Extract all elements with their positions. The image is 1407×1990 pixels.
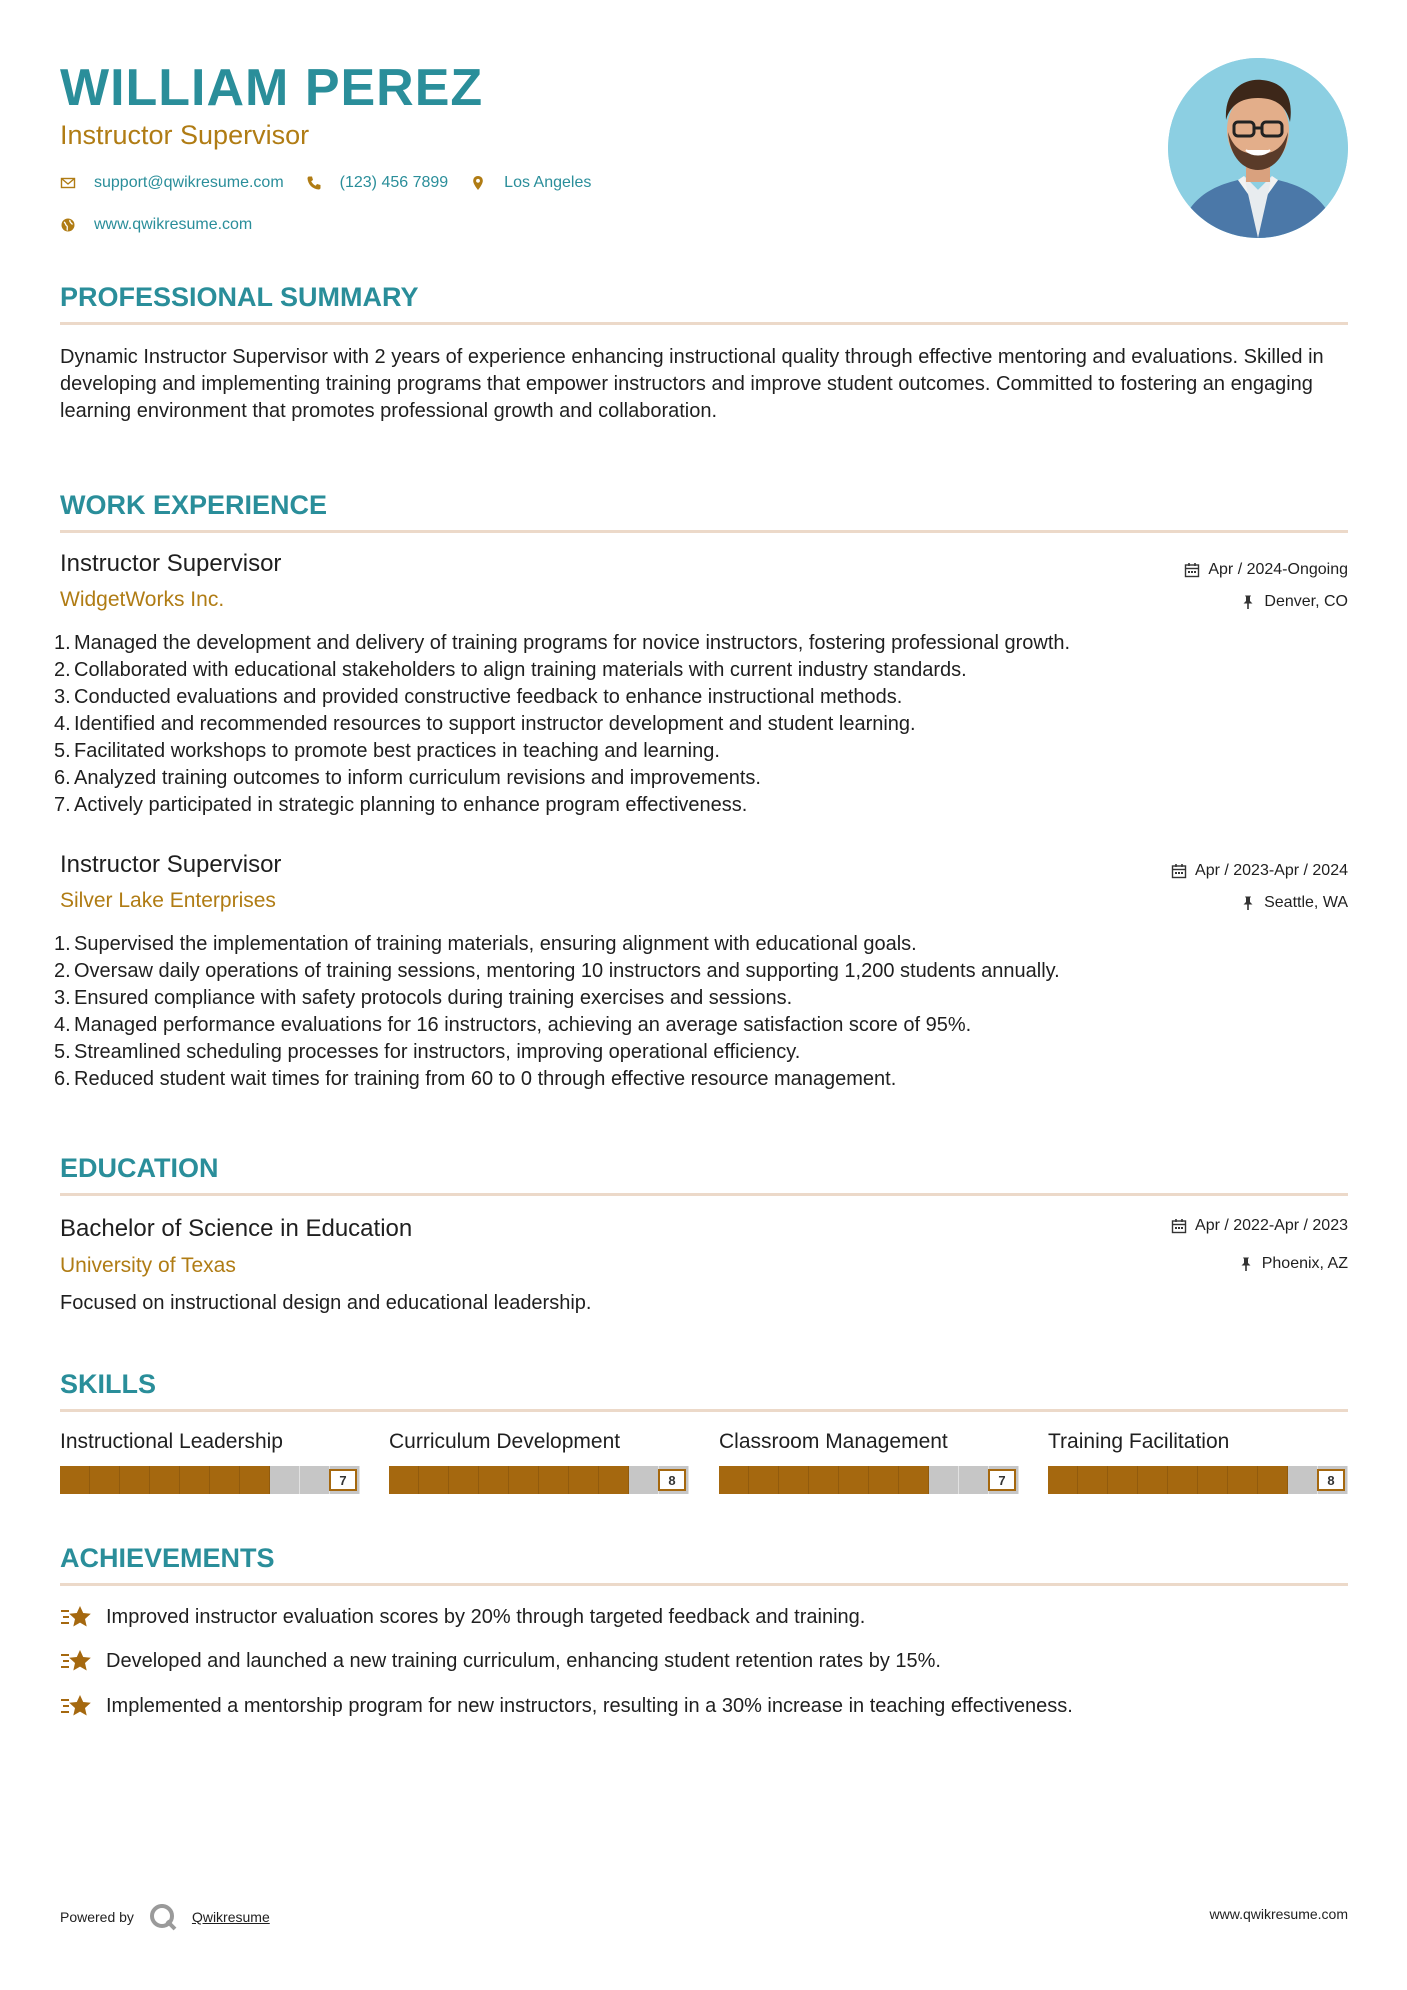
education-school: University of Texas (60, 1254, 236, 1277)
list-item: 6. Analyzed training outcomes to inform curriculum revisions and improvements. (54, 767, 761, 789)
list-item: 3. Ensured compliance with safety protocols during training exercises and sessions. (54, 987, 793, 1009)
skill-bar-segment (629, 1466, 659, 1494)
skill-bar-segment (120, 1466, 150, 1494)
job-bullets (54, 931, 1354, 1093)
skill-bar-segment (1288, 1466, 1318, 1494)
phone-text: (123) 456 7899 (339, 174, 449, 191)
education-dates-text: Apr / 2022-Apr / 2023 (1195, 1217, 1348, 1234)
contact-row-2 (60, 216, 274, 234)
skill-bar-segment (599, 1466, 629, 1494)
job-company: Silver Lake Enterprises (60, 889, 276, 912)
email-text: support@qwikresume.com (94, 174, 284, 191)
skill-bar-segment (150, 1466, 180, 1494)
summary-heading: PROFESSIONAL SUMMARY (60, 282, 419, 312)
job-dates-text: Apr / 2023-Apr / 2024 (1195, 862, 1348, 879)
skill-bar-segment (1168, 1466, 1198, 1494)
footer-brand-link[interactable]: Qwikresume (191, 1909, 270, 1925)
skill-bar-segment (419, 1466, 449, 1494)
calendar-icon (1184, 562, 1200, 578)
achievements-heading: ACHIEVEMENTS (60, 1543, 275, 1573)
skill-bar-segment (180, 1466, 210, 1494)
contact-website[interactable] (60, 216, 252, 234)
achievement-text: Implemented a mentorship program for new instructors, resulting in a 30% increase in teaching effectiveness. (106, 1694, 1073, 1717)
skill-bar-segment (779, 1466, 809, 1494)
skill-item (60, 1430, 360, 1494)
pushpin-icon (1238, 1256, 1254, 1272)
profile-photo (1168, 58, 1348, 238)
skill-bar-segment (479, 1466, 509, 1494)
skill-bar-segment (300, 1466, 330, 1494)
job-role: Instructor Supervisor (60, 851, 282, 878)
section-divider (60, 1409, 1348, 1412)
education-dates (1171, 1217, 1348, 1235)
education-location (1238, 1255, 1348, 1273)
skill-item (389, 1430, 689, 1494)
skill-bar-segment (1108, 1466, 1138, 1494)
list-item: 1. Managed the development and delivery of training programs for novice instructors, fostering professional growth. (54, 632, 1071, 654)
list-item: 7. Actively participated in strategic planning to enhance program effectiveness. (54, 794, 748, 816)
footer-website[interactable]: www.qwikresume.com (1209, 1906, 1348, 1922)
pushpin-icon (1240, 895, 1256, 911)
powered-by-label: Powered by (60, 1909, 134, 1925)
achievement-text: Developed and launched a new training curriculum, enhancing student retention rates by 15%. (106, 1649, 941, 1672)
list-item: 6. Reduced student wait times for training from 60 to 0 through effective resource management. (54, 1068, 897, 1090)
star-icon (60, 1648, 92, 1674)
qwikresume-logo-icon (148, 1902, 178, 1932)
list-item: 4. Identified and recommended resources to support instructor development and student learning. (54, 713, 916, 735)
skill-item (1048, 1430, 1348, 1494)
list-item: 5. Streamlined scheduling processes for instructors, improving operational efficiency. (54, 1041, 801, 1063)
skill-bar-segment (90, 1466, 120, 1494)
contact-location (470, 174, 591, 192)
list-item: 4. Managed performance evaluations for 16 instructors, achieving an average satisfaction score of 95%. (54, 1014, 972, 1036)
job-dates-text: Apr / 2024-Ongoing (1208, 561, 1348, 578)
skill-bar-segment (1258, 1466, 1288, 1494)
section-divider (60, 1583, 1348, 1586)
skill-bar-segment (509, 1466, 539, 1494)
candidate-title: Instructor Supervisor (60, 120, 310, 150)
skill-bar-segment (809, 1466, 839, 1494)
star-icon (60, 1604, 92, 1630)
list-item: 5. Facilitated workshops to promote best practices in teaching and learning. (54, 740, 720, 762)
skill-score: 8 (658, 1469, 686, 1491)
education-location-text: Phoenix, AZ (1261, 1255, 1348, 1272)
skill-name: Training Facilitation (1048, 1430, 1230, 1453)
skill-bar (60, 1466, 360, 1494)
calendar-icon (1171, 1218, 1187, 1234)
skill-bar-segment (929, 1466, 959, 1494)
skill-score: 8 (1317, 1469, 1345, 1491)
skill-bar-segment (449, 1466, 479, 1494)
map-pin-icon (470, 175, 486, 191)
skill-bar-segment (869, 1466, 899, 1494)
skill-name: Instructional Leadership (60, 1430, 283, 1453)
skill-item (719, 1430, 1019, 1494)
calendar-icon (1171, 863, 1187, 879)
list-item: 2. Collaborated with educational stakeholders to align training materials with current industry standards. (54, 659, 967, 681)
job-location (1240, 593, 1348, 611)
skill-name: Curriculum Development (389, 1430, 621, 1453)
skill-bar-segment (1228, 1466, 1258, 1494)
education-description: Focused on instructional design and educational leadership. (60, 1292, 592, 1314)
achievement-text: Improved instructor evaluation scores by 20% through targeted feedback and training. (106, 1605, 866, 1628)
achievement-item (60, 1604, 865, 1630)
education-degree: Bachelor of Science in Education (60, 1215, 413, 1242)
skill-bar-segment (389, 1466, 419, 1494)
skill-bar-segment (749, 1466, 779, 1494)
list-item: 3. Conducted evaluations and provided constructive feedback to enhance instructional methods. (54, 686, 903, 708)
skill-bar-segment (1048, 1466, 1078, 1494)
list-item: 1. Supervised the implementation of training materials, ensuring alignment with educational goals. (54, 933, 917, 955)
achievement-item (60, 1648, 941, 1674)
contact-email[interactable] (60, 174, 284, 192)
skill-name: Classroom Management (719, 1430, 948, 1453)
location-text: Los Angeles (504, 174, 592, 191)
summary-text: Dynamic Instructor Supervisor with 2 years of experience enhancing instructional quality through effective mentoring and evaluations. Skilled in developing and implementing training programs that empower instructors and improve student outcomes. Committed to fostering an engaging learning environment that promotes professional growth and collaboration. (60, 346, 1324, 422)
job-location-text: Seattle, WA (1264, 894, 1348, 911)
job-company: WidgetWorks Inc. (60, 588, 225, 611)
footer-powered-by (60, 1902, 270, 1932)
skill-bar-segment (1078, 1466, 1108, 1494)
list-item: 2. Oversaw daily operations of training sessions, mentoring 10 instructors and supporting 1,200 students annually. (54, 960, 1060, 982)
job-role: Instructor Supervisor (60, 550, 282, 577)
section-divider (60, 322, 1348, 325)
skill-bar-segment (719, 1466, 749, 1494)
skill-score: 7 (329, 1469, 357, 1491)
skill-bar-segment (240, 1466, 270, 1494)
skill-bar-segment (270, 1466, 300, 1494)
skills-heading: SKILLS (60, 1369, 157, 1399)
skill-score: 7 (988, 1469, 1016, 1491)
job-bullets (54, 630, 1354, 819)
pushpin-icon (1240, 594, 1256, 610)
skill-bar-segment (210, 1466, 240, 1494)
contact-row-1 (60, 174, 613, 192)
skill-bar (389, 1466, 689, 1494)
contact-phone[interactable] (306, 174, 449, 192)
star-icon (60, 1693, 92, 1719)
skill-bar-segment (1198, 1466, 1228, 1494)
skill-bar-segment (1138, 1466, 1168, 1494)
globe-icon (60, 217, 76, 233)
website-text: www.qwikresume.com (94, 216, 253, 233)
skill-bar (1048, 1466, 1348, 1494)
skill-bar (719, 1466, 1019, 1494)
section-divider (60, 1193, 1348, 1196)
job-dates (1184, 561, 1348, 579)
skill-bar-segment (539, 1466, 569, 1494)
job-location (1240, 894, 1348, 912)
skill-bar-segment (839, 1466, 869, 1494)
candidate-name: WILLIAM PEREZ (60, 59, 484, 117)
skill-bar-segment (569, 1466, 599, 1494)
achievement-item (60, 1693, 1073, 1719)
job-dates (1171, 862, 1348, 880)
experience-heading: WORK EXPERIENCE (60, 490, 328, 520)
job-location-text: Denver, CO (1264, 593, 1348, 610)
skill-bar-segment (60, 1466, 90, 1494)
envelope-icon (60, 175, 76, 191)
section-divider (60, 530, 1348, 533)
skill-bar-segment (959, 1466, 989, 1494)
education-heading: EDUCATION (60, 1153, 219, 1183)
phone-icon (306, 175, 322, 191)
skill-bar-segment (899, 1466, 929, 1494)
